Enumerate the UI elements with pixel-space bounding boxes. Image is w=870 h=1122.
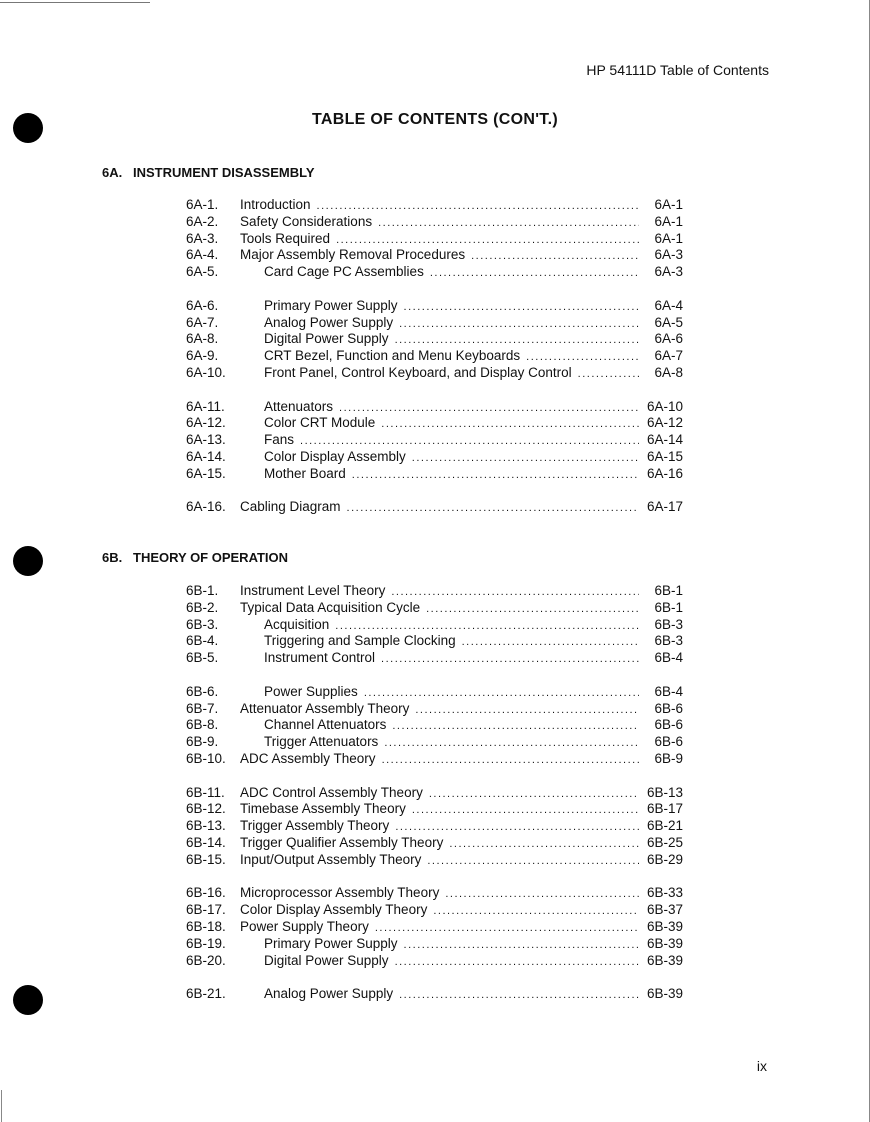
entry-title: Attenuator Assembly Theory [240, 700, 410, 716]
dot-leader [395, 332, 639, 349]
group-spacer [186, 768, 683, 785]
entry-page: 6A-6 [654, 331, 683, 347]
entry-number: 6A-12. [186, 415, 226, 431]
entry-page: 6A-1 [654, 230, 683, 246]
dot-leader [415, 702, 639, 719]
section-title: THEORY OF OPERATION [133, 550, 289, 565]
toc-list-6a [186, 197, 683, 516]
toc-entry [186, 650, 683, 667]
entry-number: 6B-14. [186, 834, 226, 850]
entry-number: 6B-19. [186, 935, 226, 951]
entry-page: 6B-39 [646, 986, 683, 1002]
dot-leader [429, 786, 639, 803]
entry-page: 6A-12 [646, 415, 683, 431]
toc-entry [186, 600, 683, 617]
entry-title: Microprocessor Assembly Theory [240, 885, 440, 901]
group-spacer [186, 382, 683, 399]
toc-entry [186, 953, 683, 970]
entry-number: 6A-6. [186, 297, 219, 313]
entry-number: 6B-6. [186, 683, 219, 699]
toc-entry [186, 499, 683, 516]
binder-hole-bottom [13, 985, 43, 1015]
entry-title: Trigger Qualifier Assembly Theory [240, 834, 444, 850]
entry-page: 6A-1 [654, 213, 683, 229]
toc-entry [186, 936, 683, 953]
entry-title: Trigger Attenuators [264, 734, 379, 750]
toc-entry [186, 785, 683, 802]
page-title: TABLE OF CONTENTS (CON'T.) [312, 111, 558, 128]
entry-title: Introduction [240, 197, 311, 212]
entry-page: 6B-6 [654, 717, 683, 733]
dot-leader [578, 366, 639, 383]
entry-title: Major Assembly Removal Procedures [240, 247, 466, 263]
entry-number: 6A-2. [186, 213, 219, 229]
entry-number: 6B-7. [186, 700, 219, 716]
group-spacer [186, 969, 683, 986]
page-number: ix [756, 1058, 767, 1074]
entry-number: 6B-2. [186, 599, 219, 615]
entry-page: 6B-6 [654, 700, 683, 716]
entry-page: 6B-37 [646, 902, 683, 918]
entry-title: Fans [264, 432, 295, 448]
entry-title: Power Supply Theory [240, 918, 369, 934]
dot-leader [335, 618, 639, 635]
entry-page: 6B-1 [654, 599, 683, 615]
entry-title: Typical Data Acquisition Cycle [240, 599, 421, 615]
entry-page: 6A-15 [646, 448, 683, 464]
dot-leader [392, 718, 639, 735]
toc-entry [186, 902, 683, 919]
group-spacer [186, 483, 683, 500]
toc-entry [186, 247, 683, 264]
entry-title: Channel Attenuators [264, 717, 387, 733]
dot-leader [404, 299, 639, 316]
entry-page: 6B-39 [646, 935, 683, 951]
toc-entry [186, 197, 683, 214]
dot-leader [404, 937, 639, 954]
entry-number: 6A-8. [186, 331, 219, 347]
entry-number: 6B-10. [186, 750, 226, 766]
dot-leader [347, 500, 639, 517]
toc-entry [186, 835, 683, 852]
entry-page: 6A-7 [654, 348, 683, 364]
dot-leader [399, 987, 639, 1004]
dot-leader [391, 584, 639, 601]
entry-title: ADC Assembly Theory [240, 750, 376, 766]
dot-leader [317, 198, 639, 215]
entry-title: Tools Required [240, 230, 331, 246]
entry-number: 6A-7. [186, 314, 219, 330]
toc-entry [186, 264, 683, 281]
toc-entry [186, 617, 683, 634]
toc-entry [186, 415, 683, 432]
running-header: HP 54111D Table of Contents [586, 62, 769, 78]
entry-number: 6A-10. [186, 364, 226, 380]
entry-page: 6A-4 [654, 297, 683, 313]
entry-page: 6A-8 [654, 364, 683, 380]
entry-title: Front Panel, Control Keyboard, and Display Control [264, 364, 572, 380]
dot-leader [445, 886, 639, 903]
toc-entry [186, 348, 683, 365]
toc-entry [186, 986, 683, 1003]
section-number: 6B. [102, 550, 123, 565]
entry-page: 6B-4 [654, 650, 683, 666]
entry-title: Trigger Assembly Theory [240, 818, 390, 834]
entry-title: Digital Power Supply [264, 331, 389, 347]
entry-title: Input/Output Assembly Theory [240, 851, 422, 867]
dot-leader [433, 903, 639, 920]
entry-title: Color Display Assembly [264, 448, 406, 464]
entry-page: 6A-3 [654, 247, 683, 263]
entry-page: 6B-25 [646, 834, 683, 850]
toc-entry [186, 214, 683, 231]
dot-leader [364, 685, 639, 702]
toc-entry [186, 852, 683, 869]
toc-list-6b [186, 583, 683, 1003]
entry-title: Card Cage PC Assemblies [264, 264, 424, 280]
toc-entry [186, 751, 683, 768]
dot-leader [382, 752, 639, 769]
entry-page: 6B-3 [654, 633, 683, 649]
entry-number: 6B-3. [186, 616, 219, 632]
entry-page: 6B-9 [654, 750, 683, 766]
toc-entry [186, 633, 683, 650]
entry-page: 6A-10 [646, 398, 683, 414]
entry-number: 6B-11. [186, 784, 225, 800]
dot-leader [430, 265, 639, 282]
toc-entry [186, 365, 683, 382]
entry-number: 6A-3. [186, 230, 219, 246]
section-number: 6A. [102, 165, 123, 180]
entry-number: 6A-1. [186, 197, 219, 212]
entry-number: 6A-16. [186, 499, 226, 515]
dot-leader [462, 634, 639, 651]
group-spacer [186, 281, 683, 298]
toc-entry [186, 315, 683, 332]
entry-title: Color CRT Module [264, 415, 376, 431]
entry-title: Instrument Control [264, 650, 376, 666]
toc-entry [186, 919, 683, 936]
dot-leader [300, 433, 639, 450]
toc-entry [186, 298, 683, 315]
entry-number: 6B-15. [186, 851, 226, 867]
entry-number: 6A-14. [186, 448, 226, 464]
section-heading-6b [102, 550, 288, 565]
entry-page: 6B-39 [646, 918, 683, 934]
group-spacer [186, 869, 683, 886]
entry-page: 6A-17 [646, 499, 683, 515]
group-spacer [186, 667, 683, 684]
toc-entry [186, 818, 683, 835]
entry-page: 6B-21 [646, 818, 683, 834]
dot-leader [395, 819, 639, 836]
entry-title: Analog Power Supply [264, 314, 394, 330]
dot-leader [378, 215, 639, 232]
dot-leader [395, 954, 639, 971]
dot-leader [381, 416, 639, 433]
entry-number: 6A-5. [186, 264, 219, 280]
entry-page: 6A-5 [654, 314, 683, 330]
entry-number: 6B-9. [186, 734, 219, 750]
entry-page: 6B-3 [654, 616, 683, 632]
entry-title: Instrument Level Theory [240, 583, 386, 598]
entry-page: 6B-39 [646, 952, 683, 968]
toc-entry [186, 717, 683, 734]
entry-title: ADC Control Assembly Theory [240, 784, 423, 800]
toc-entry [186, 885, 683, 902]
entry-title: Color Display Assembly Theory [240, 902, 428, 918]
entry-number: 6B-1. [186, 583, 219, 598]
toc-entry [186, 449, 683, 466]
dot-leader [352, 467, 639, 484]
entry-number: 6A-4. [186, 247, 219, 263]
entry-page: 6B-1 [654, 583, 683, 598]
dot-leader [427, 853, 639, 870]
toc-entry [186, 466, 683, 483]
entry-page: 6A-16 [646, 465, 683, 481]
toc-entry [186, 331, 683, 348]
entry-title: Cabling Diagram [240, 499, 341, 515]
toc-entry [186, 801, 683, 818]
dot-leader [471, 248, 639, 265]
entry-number: 6B-13. [186, 818, 226, 834]
entry-title: Primary Power Supply [264, 935, 398, 951]
dot-leader [399, 316, 639, 333]
toc-entry [186, 583, 683, 600]
section-title: INSTRUMENT DISASSEMBLY [133, 165, 315, 180]
entry-number: 6B-17. [186, 902, 226, 918]
toc-entry [186, 432, 683, 449]
binder-hole-middle [13, 546, 43, 576]
dot-leader [412, 802, 639, 819]
dot-leader [336, 232, 639, 249]
left-edge-rule [1, 1090, 2, 1122]
entry-title: CRT Bezel, Function and Menu Keyboards [264, 348, 521, 364]
dot-leader [426, 601, 639, 618]
dot-leader [526, 349, 639, 366]
toc-entry [186, 701, 683, 718]
entry-page: 6B-13 [646, 784, 683, 800]
entry-page: 6B-4 [654, 683, 683, 699]
section-heading-6a [102, 165, 315, 180]
dot-leader [381, 651, 639, 668]
toc-entry [186, 231, 683, 248]
top-edge-rule [0, 2, 150, 3]
entry-title: Timebase Assembly Theory [240, 801, 406, 817]
entry-title: Mother Board [264, 465, 346, 481]
entry-number: 6A-15. [186, 465, 226, 481]
entry-number: 6A-11. [186, 398, 225, 414]
entry-page: 6B-17 [646, 801, 683, 817]
entry-number: 6B-12. [186, 801, 226, 817]
entry-title: Attenuators [264, 398, 334, 414]
entry-title: Safety Considerations [240, 213, 373, 229]
dot-leader [412, 450, 639, 467]
entry-title: Power Supplies [264, 683, 358, 699]
dot-leader [384, 735, 639, 752]
dot-leader [339, 400, 639, 417]
entry-page: 6B-33 [646, 885, 683, 901]
entry-title: Analog Power Supply [264, 986, 394, 1002]
dot-leader [449, 836, 639, 853]
entry-title: Acquisition [264, 616, 330, 632]
dot-leader [375, 920, 639, 937]
entry-page: 6B-29 [646, 851, 683, 867]
entry-number: 6B-18. [186, 918, 226, 934]
toc-entry [186, 734, 683, 751]
entry-number: 6B-8. [186, 717, 219, 733]
toc-entry [186, 684, 683, 701]
entry-page: 6A-1 [654, 197, 683, 212]
entry-number: 6B-5. [186, 650, 219, 666]
entry-page: 6B-6 [654, 734, 683, 750]
entry-title: Digital Power Supply [264, 952, 389, 968]
entry-page: 6A-14 [646, 432, 683, 448]
entry-number: 6A-13. [186, 432, 226, 448]
entry-number: 6A-9. [186, 348, 219, 364]
entry-page: 6A-3 [654, 264, 683, 280]
entry-number: 6B-21. [186, 986, 226, 1002]
entry-number: 6B-16. [186, 885, 226, 901]
toc-entry [186, 399, 683, 416]
entry-title: Primary Power Supply [264, 297, 398, 313]
entry-title: Triggering and Sample Clocking [264, 633, 456, 649]
entry-number: 6B-20. [186, 952, 226, 968]
entry-number: 6B-4. [186, 633, 219, 649]
